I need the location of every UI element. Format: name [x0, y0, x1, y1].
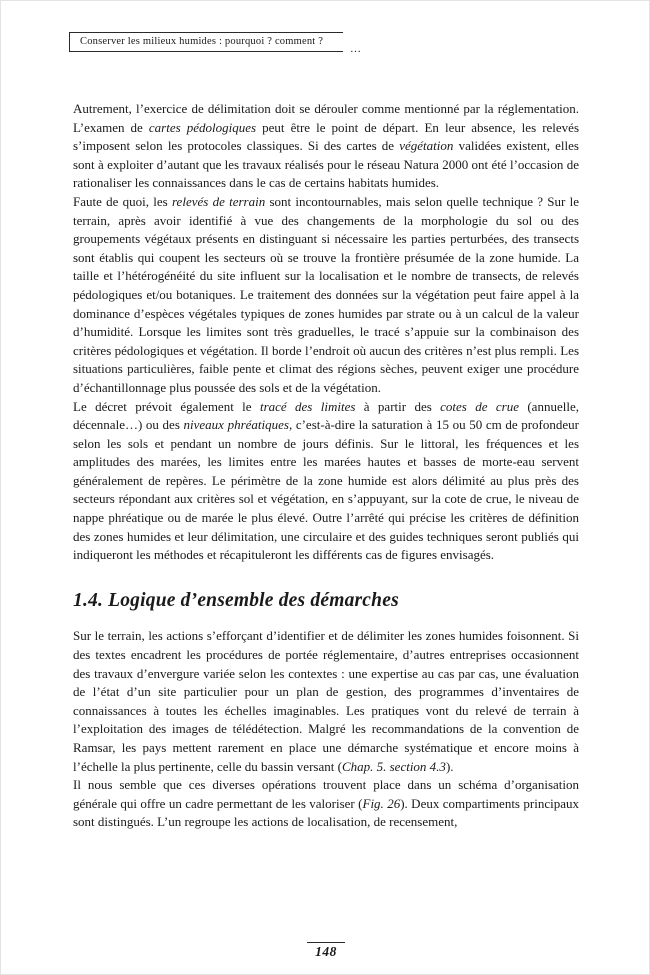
italic-text-run: cotes de crue — [440, 398, 519, 414]
text-run: Le décret prévoit également le — [73, 398, 260, 414]
text-run: (annuelle, décennale…) ou des — [73, 398, 579, 433]
body-text — [73, 100, 579, 832]
text-run: validées existent, elles sont à exploiter d’autant que les travaux réalisés pour le réseau Natura 2000 ont été l’occasion de rationaliser les connaissances dans le cas de certains habitats humides. — [73, 138, 579, 191]
italic-text-run: Chap. 5. section 4.3 — [341, 758, 446, 774]
text-run: sont incontournables, mais selon quelle technique ? Sur le terrain, après avoir identifié à vue des changements de la morphologie du sol ou des groupements végétaux présents en distinguant si nécessaire les parties perturbées, des transects sont établis qui coupent les secteurs où se trouve la frontière présumée de la zone humide. La taille et l’hétérogénéité du site influent sur la localisation et le nombre de transects, de relevés pédologiques et/ou botaniques. Le traitement des données sur la végétation peut faire appel à la dominance d’espèces végétales typiques de zones humides par strate ou à un calcul de la valeur d’humidité. Lorsque les limites sont très graduelles, le tracé s’appuie sur la combinaison des critères pédologiques et végétation. Il borde l’endroit où aucun des critères n’est plus rempli. Les situations particulières, faible pente et climat des régions sèches, peuvent exiger une procédure d’échantillonnage plus poussée des sols et de la végétation. — [73, 193, 579, 395]
section-heading: 1.4. Logique d’ensemble des démarches — [73, 589, 399, 611]
italic-text-run: cartes pédologiques — [148, 119, 257, 135]
text-run: peut être le point de départ. En leur absence, les relevés s’imposent selon les protocoles classiques. Si des cartes de — [73, 119, 579, 154]
page-footer — [1, 942, 650, 960]
italic-text-run: relevés de terrain — [171, 193, 266, 209]
italic-text-run: végétation — [399, 138, 454, 154]
text-run: Il nous semble que ces diverses opérations trouvent place dans un schéma d’organisation générale qui offre un cadre permettant de les valoriser ( — [73, 777, 579, 811]
page-number: 148 — [315, 944, 337, 959]
text-run: ). Deux compartiments principaux sont distingués. L’un regroupe les actions de localisation, de recensement, — [73, 795, 579, 830]
paragraph — [73, 627, 579, 776]
running-header — [69, 32, 343, 52]
text-run: Sur le terrain, les actions s’efforçant d’identifier et de délimiter les zones humides foisonnent. Si des textes encadrent les procédures de portée réglementaire, d’autres entreprises occasionnent des travaux d’envergure variée selon les contextes : une expertise au cas par cas, une évaluation de l’état d’un site particulier pour un plan de gestion, des programmes d’inventaires de connaissances à toutes les échelles imaginables. Les pratiques vont du relevé de terrain à l’exploitation des images de télédétection. Malgré les recommandations de la convention de Ramsar, les pays mettent rarement en place une démarche systématique et encore moins à l’échelle la plus pertinente, celle du bassin versant ( — [73, 628, 579, 774]
header-ellipsis: … — [350, 43, 362, 55]
paragraph — [73, 398, 579, 565]
paragraph — [73, 776, 579, 832]
italic-text-run: niveaux phréatiques — [183, 417, 289, 433]
text-run: Faute de quoi, les — [73, 193, 172, 209]
italic-text-run: Fig. 26 — [362, 795, 401, 811]
text-run: Autrement, l’exercice de délimitation doit se dérouler comme mentionné par la réglementation. L’examen de — [73, 101, 579, 135]
paragraph — [73, 193, 579, 398]
text-run: , c’est-à-dire la saturation à 15 ou 50 cm de profondeur selon les sols et pendant un nombre de jours définis. Sur le littoral, les fréquences et les amplitudes des marées, les limites entre les marées hautes et basses de morte-eau servent généralement de repères. Le périmètre de la zone humide est alors délimité au plus près des secteurs répondant aux critères sol et végétation, en s’appuyant, sur la cote de crue, le niveau de nappe phréatique ou de marée le plus élevé. Outre l’arrêté qui précise les critères de définition des zones humides et leur délimitation, une circulaire et des guides techniques seront publiés qui indiqueront les méthodes et récapituleront les différents cas de figures envisagés. — [73, 417, 579, 563]
text-run: à partir des — [355, 398, 441, 414]
text-run: ). — [445, 758, 454, 774]
running-header-title: Conserver les milieux humides : pourquoi ? comment ? — [80, 36, 324, 47]
paragraph — [73, 100, 579, 193]
italic-text-run: tracé des limites — [259, 398, 356, 414]
footer-rule — [307, 942, 345, 943]
